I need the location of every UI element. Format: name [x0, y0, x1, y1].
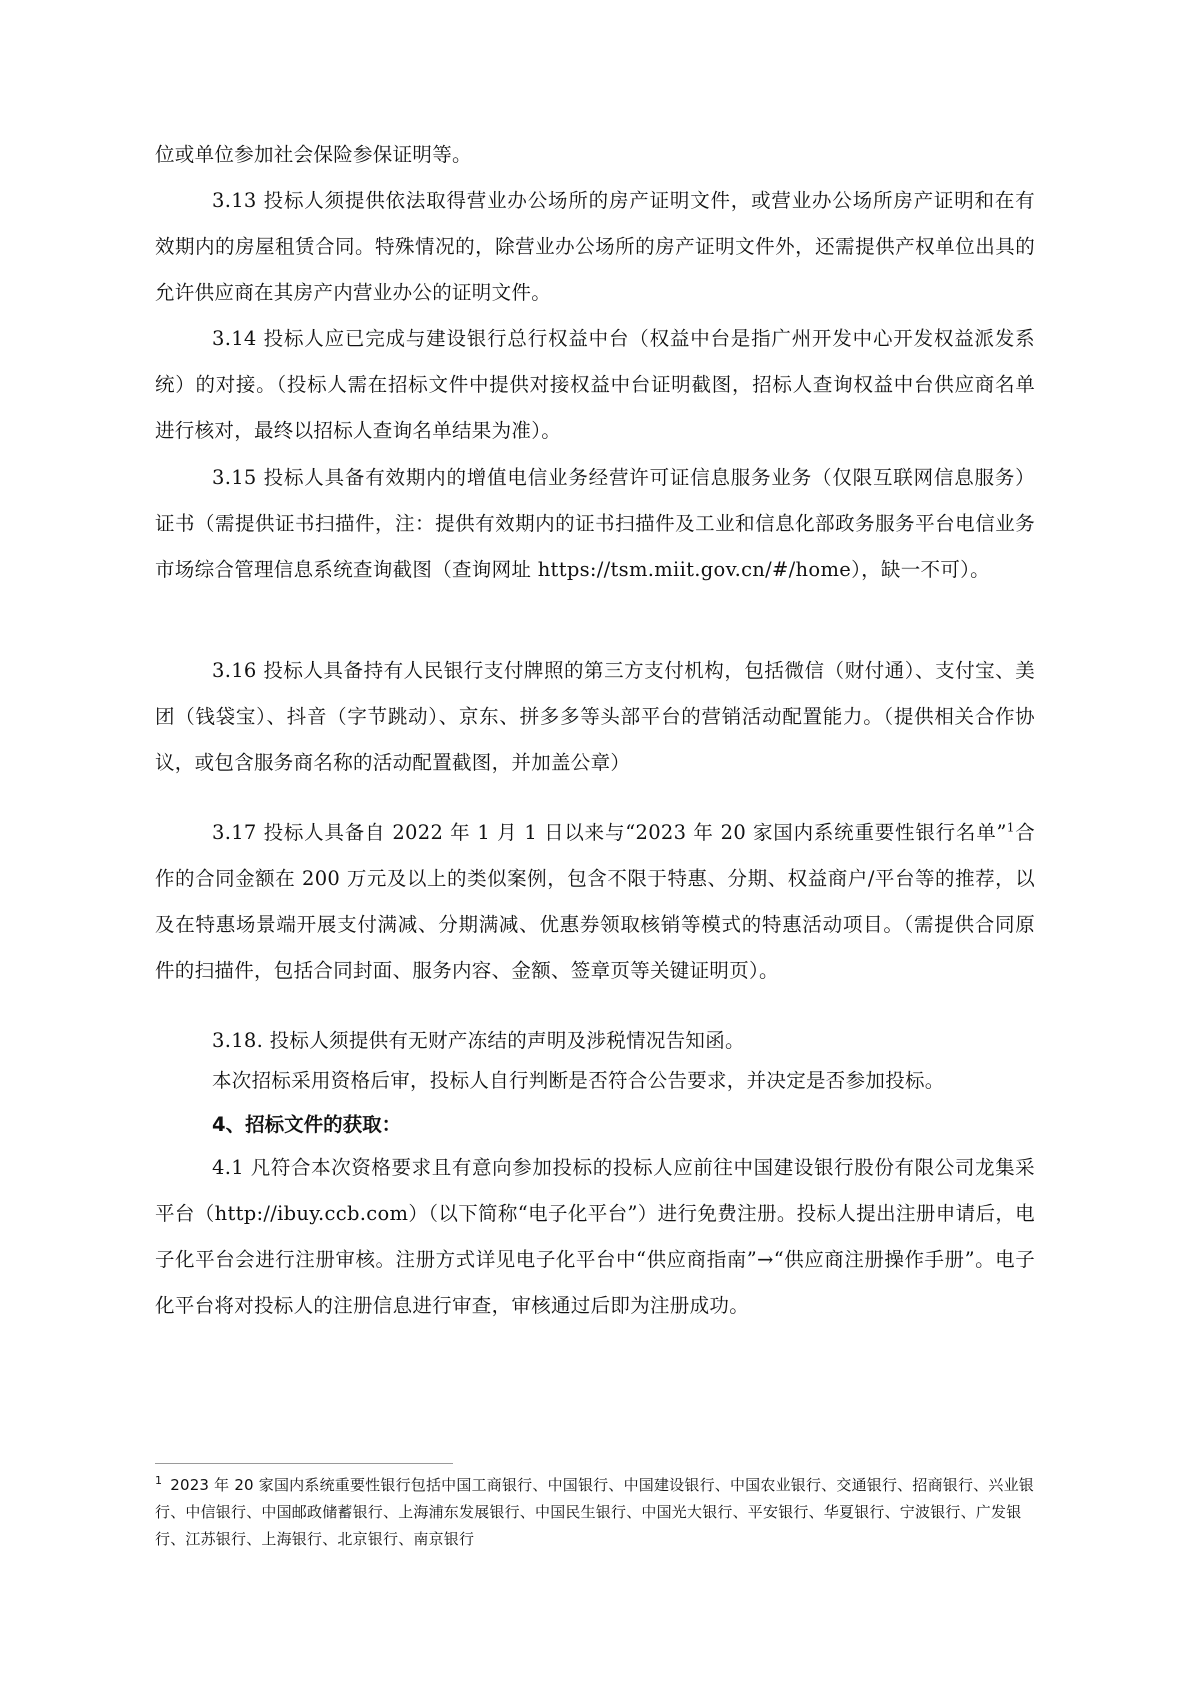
paragraph-3-14: 3.14 投标人应已完成与建设银行总行权益中台（权益中台是指广州开发中心开发权益派发系统）的对接。（投标人需在招标文件中提供对接权益中台证明截图，招标人查询权益中台供应商名单进行核对，最终以招标人查询名单结果为准）。 — [155, 327, 1035, 442]
paragraph-social-insurance-tail: 位或单位参加社会保险参保证明等。 — [155, 143, 472, 166]
footnote-reference: 1 — [1006, 820, 1015, 835]
section-heading-4: 4、招标文件的获取： — [212, 1113, 402, 1136]
footnote-text: 2023 年 20 家国内系统重要性银行包括中国工商银行、中国银行、中国建设银行、中国农业银行、交通银行、招商银行、兴业银行、中信银行、中国邮政储蓄银行、上海浦东发展银行、中国民生银行、中国光大银行、平安银行、华夏银行、宁波银行、广发银行、江苏银行、上海银行、北京银行、南京银行 — [155, 1476, 1034, 1548]
footnote-divider — [155, 1463, 453, 1464]
footnote — [155, 1472, 1035, 1553]
paragraph-qualification-review: 本次招标采用资格后审，投标人自行判断是否符合公告要求，并决定是否参加投标。 — [212, 1069, 945, 1092]
paragraph-3-17-text-start: 3.17 投标人具备自 2022 年 1 月 1 日以来与“2023 年 20 家国内系统重要性银行名单” — [212, 821, 1007, 844]
paragraph-3-15: 3.15 投标人具备有效期内的增值电信业务经营许可证信息服务业务（仅限互联网信息服务）证书（需提供证书扫描件，注：提供有效期内的证书扫描件及工业和信息化部政务服务平台电信业务市场综合管理信息系统查询截图（查询网址 https://tsm.miit.gov.cn/#/home），缺一不可）。 — [155, 466, 1035, 581]
paragraph-3-17-text-end: 合作的合同金额在 200 万元及以上的类似案例，包含不限于特惠、分期、权益商户/平台等的推荐，以及在特惠场景端开展支付满减、分期满减、优惠券领取核销等模式的特惠活动项目。（需提供合同原件的扫描件，包括合同封面、服务内容、金额、签章页等关键证明页）。 — [155, 821, 1035, 982]
footnote-mark: 1 — [155, 1474, 163, 1487]
paragraph-3-13: 3.13 投标人须提供依法取得营业办公场所的房产证明文件，或营业办公场所房产证明和在有效期内的房屋租赁合同。特殊情况的，除营业办公场所的房产证明文件外，还需提供产权单位出具的允许供应商在其房产内营业办公的证明文件。 — [155, 189, 1035, 304]
paragraph-3-16: 3.16 投标人具备持有人民银行支付牌照的第三方支付机构，包括微信（财付通）、支付宝、美团（钱袋宝）、抖音（字节跳动）、京东、拼多多等头部平台的营销活动配置能力。（提供相关合作协议，或包含服务商名称的活动配置截图，并加盖公章） — [155, 659, 1035, 774]
paragraph-4-1: 4.1 凡符合本次资格要求且有意向参加投标的投标人应前往中国建设银行股份有限公司龙集采平台（http://ibuy.ccb.com）（以下简称“电子化平台”）进行免费注册。投标人提出注册申请后，电子化平台会进行注册审核。注册方式详见电子化平台中“供应商指南”→“供应商注册操作手册”。电子化平台将对投标人的注册信息进行审查，审核通过后即为注册成功。 — [155, 1156, 1035, 1317]
paragraph-3-18: 3.18. 投标人须提供有无财产冻结的声明及涉税情况告知函。 — [212, 1029, 745, 1052]
paragraph-3-17 — [155, 810, 1035, 994]
